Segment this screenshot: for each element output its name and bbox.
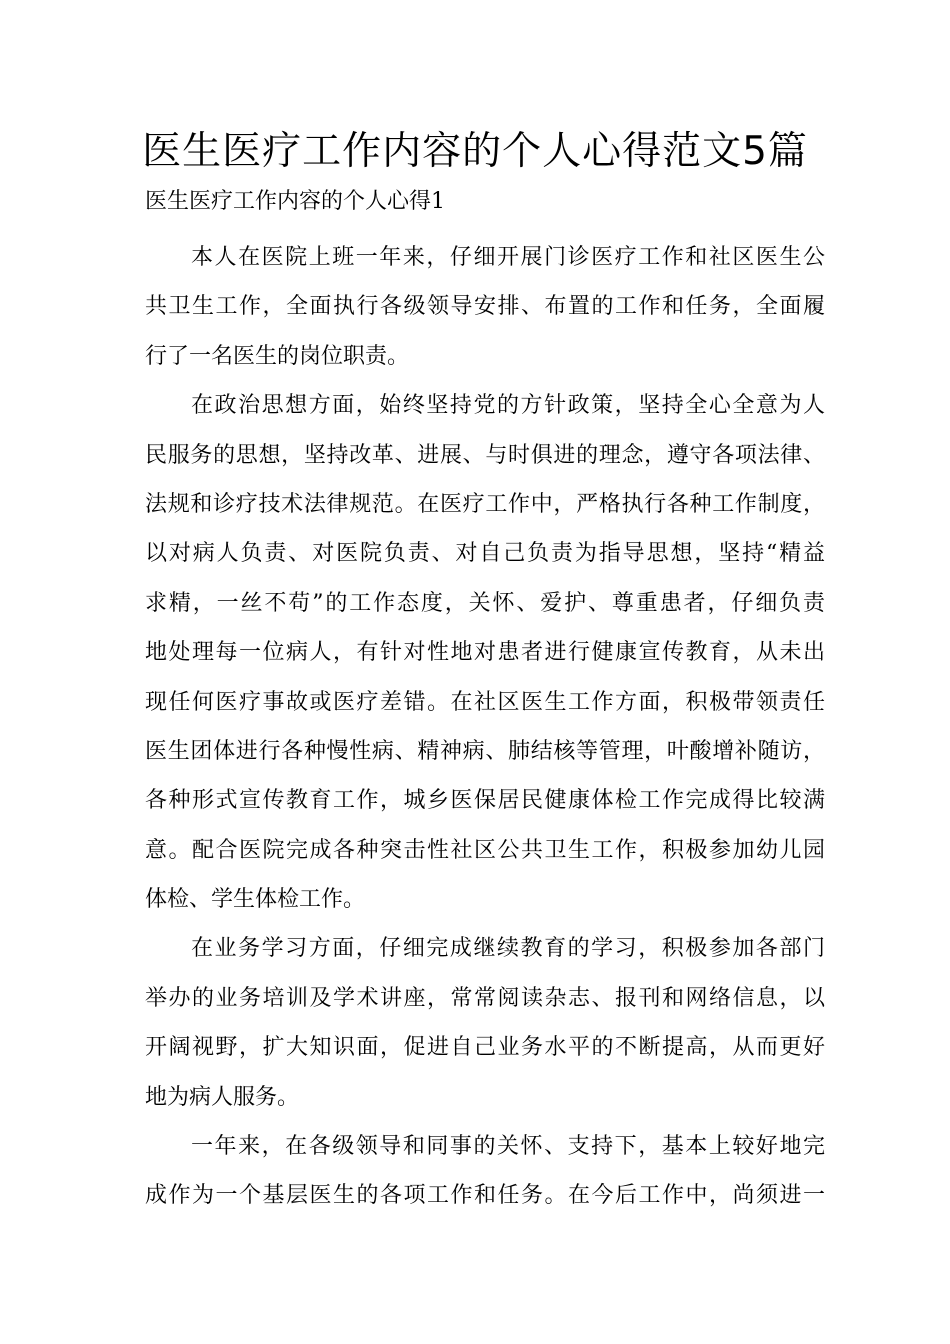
paragraph-line: 各种形式宣传教育工作，城乡医保居民健康体检工作完成得比较满 — [145, 788, 825, 814]
paragraph-line: 现任何医疗事故或医疗差错。在社区医生工作方面，积极带领责任 — [145, 689, 825, 715]
paragraph-line: 以对病人负责、对医院负责、对自己负责为指导思想，坚持“精益 — [145, 541, 825, 567]
paragraph-line: 地处理每一位病人，有针对性地对患者进行健康宣传教育，从未出 — [145, 640, 825, 666]
paragraph-line: 开阔视野，扩大知识面，促进自己业务水平的不断提高，从而更好 — [145, 1035, 825, 1061]
paragraph-line: 法规和诊疗技术法律规范。在医疗工作中，严格执行各种工作制度， — [145, 491, 825, 517]
paragraph-line: 在政治思想方面，始终坚持党的方针政策，坚持全心全意为人 — [191, 393, 825, 419]
paragraph-line: 求精，一丝不苟”的工作态度，关怀、爱护、尊重患者，仔细负责 — [145, 590, 825, 616]
paragraph-line: 地为病人服务。 — [145, 1084, 300, 1110]
paragraph — [145, 1122, 825, 1221]
paragraph-line: 举办的业务培训及学术讲座，常常阅读杂志、报刊和网络信息，以 — [145, 985, 825, 1011]
paragraph-line: 行了一名医生的岗位职责。 — [145, 343, 410, 369]
document-body — [145, 233, 825, 1221]
paragraph — [145, 381, 825, 924]
paragraph-line: 成作为一个基层医生的各项工作和任务。在今后工作中，尚须进一 — [145, 1183, 825, 1209]
paragraph — [145, 924, 825, 1122]
paragraph-line: 本人在医院上班一年来，仔细开展门诊医疗工作和社区医生公 — [191, 245, 825, 270]
document-title: 医生医疗工作内容的个人心得范文5篇 — [142, 129, 808, 174]
paragraph-line: 体检、学生体检工作。 — [145, 887, 366, 913]
paragraph-line: 意。配合医院完成各种突击性社区公共卫生工作，积极参加幼儿园 — [145, 837, 825, 863]
paragraph-line: 民服务的思想，坚持改革、进展、与时俱进的理念，遵守各项法律、 — [145, 442, 825, 468]
paragraph — [145, 233, 825, 381]
paragraph-line: 共卫生工作，全面执行各级领导安排、布置的工作和任务，全面履 — [145, 294, 825, 320]
paragraph-line: 医生团体进行各种慢性病、精神病、肺结核等管理，叶酸增补随访， — [145, 738, 825, 764]
section-heading: 医生医疗工作内容的个人心得1 — [145, 189, 445, 214]
paragraph-line: 一年来，在各级领导和同事的关怀、支持下，基本上较好地完 — [191, 1134, 825, 1160]
paragraph-line: 在业务学习方面，仔细完成继续教育的学习，积极参加各部门 — [191, 936, 825, 962]
